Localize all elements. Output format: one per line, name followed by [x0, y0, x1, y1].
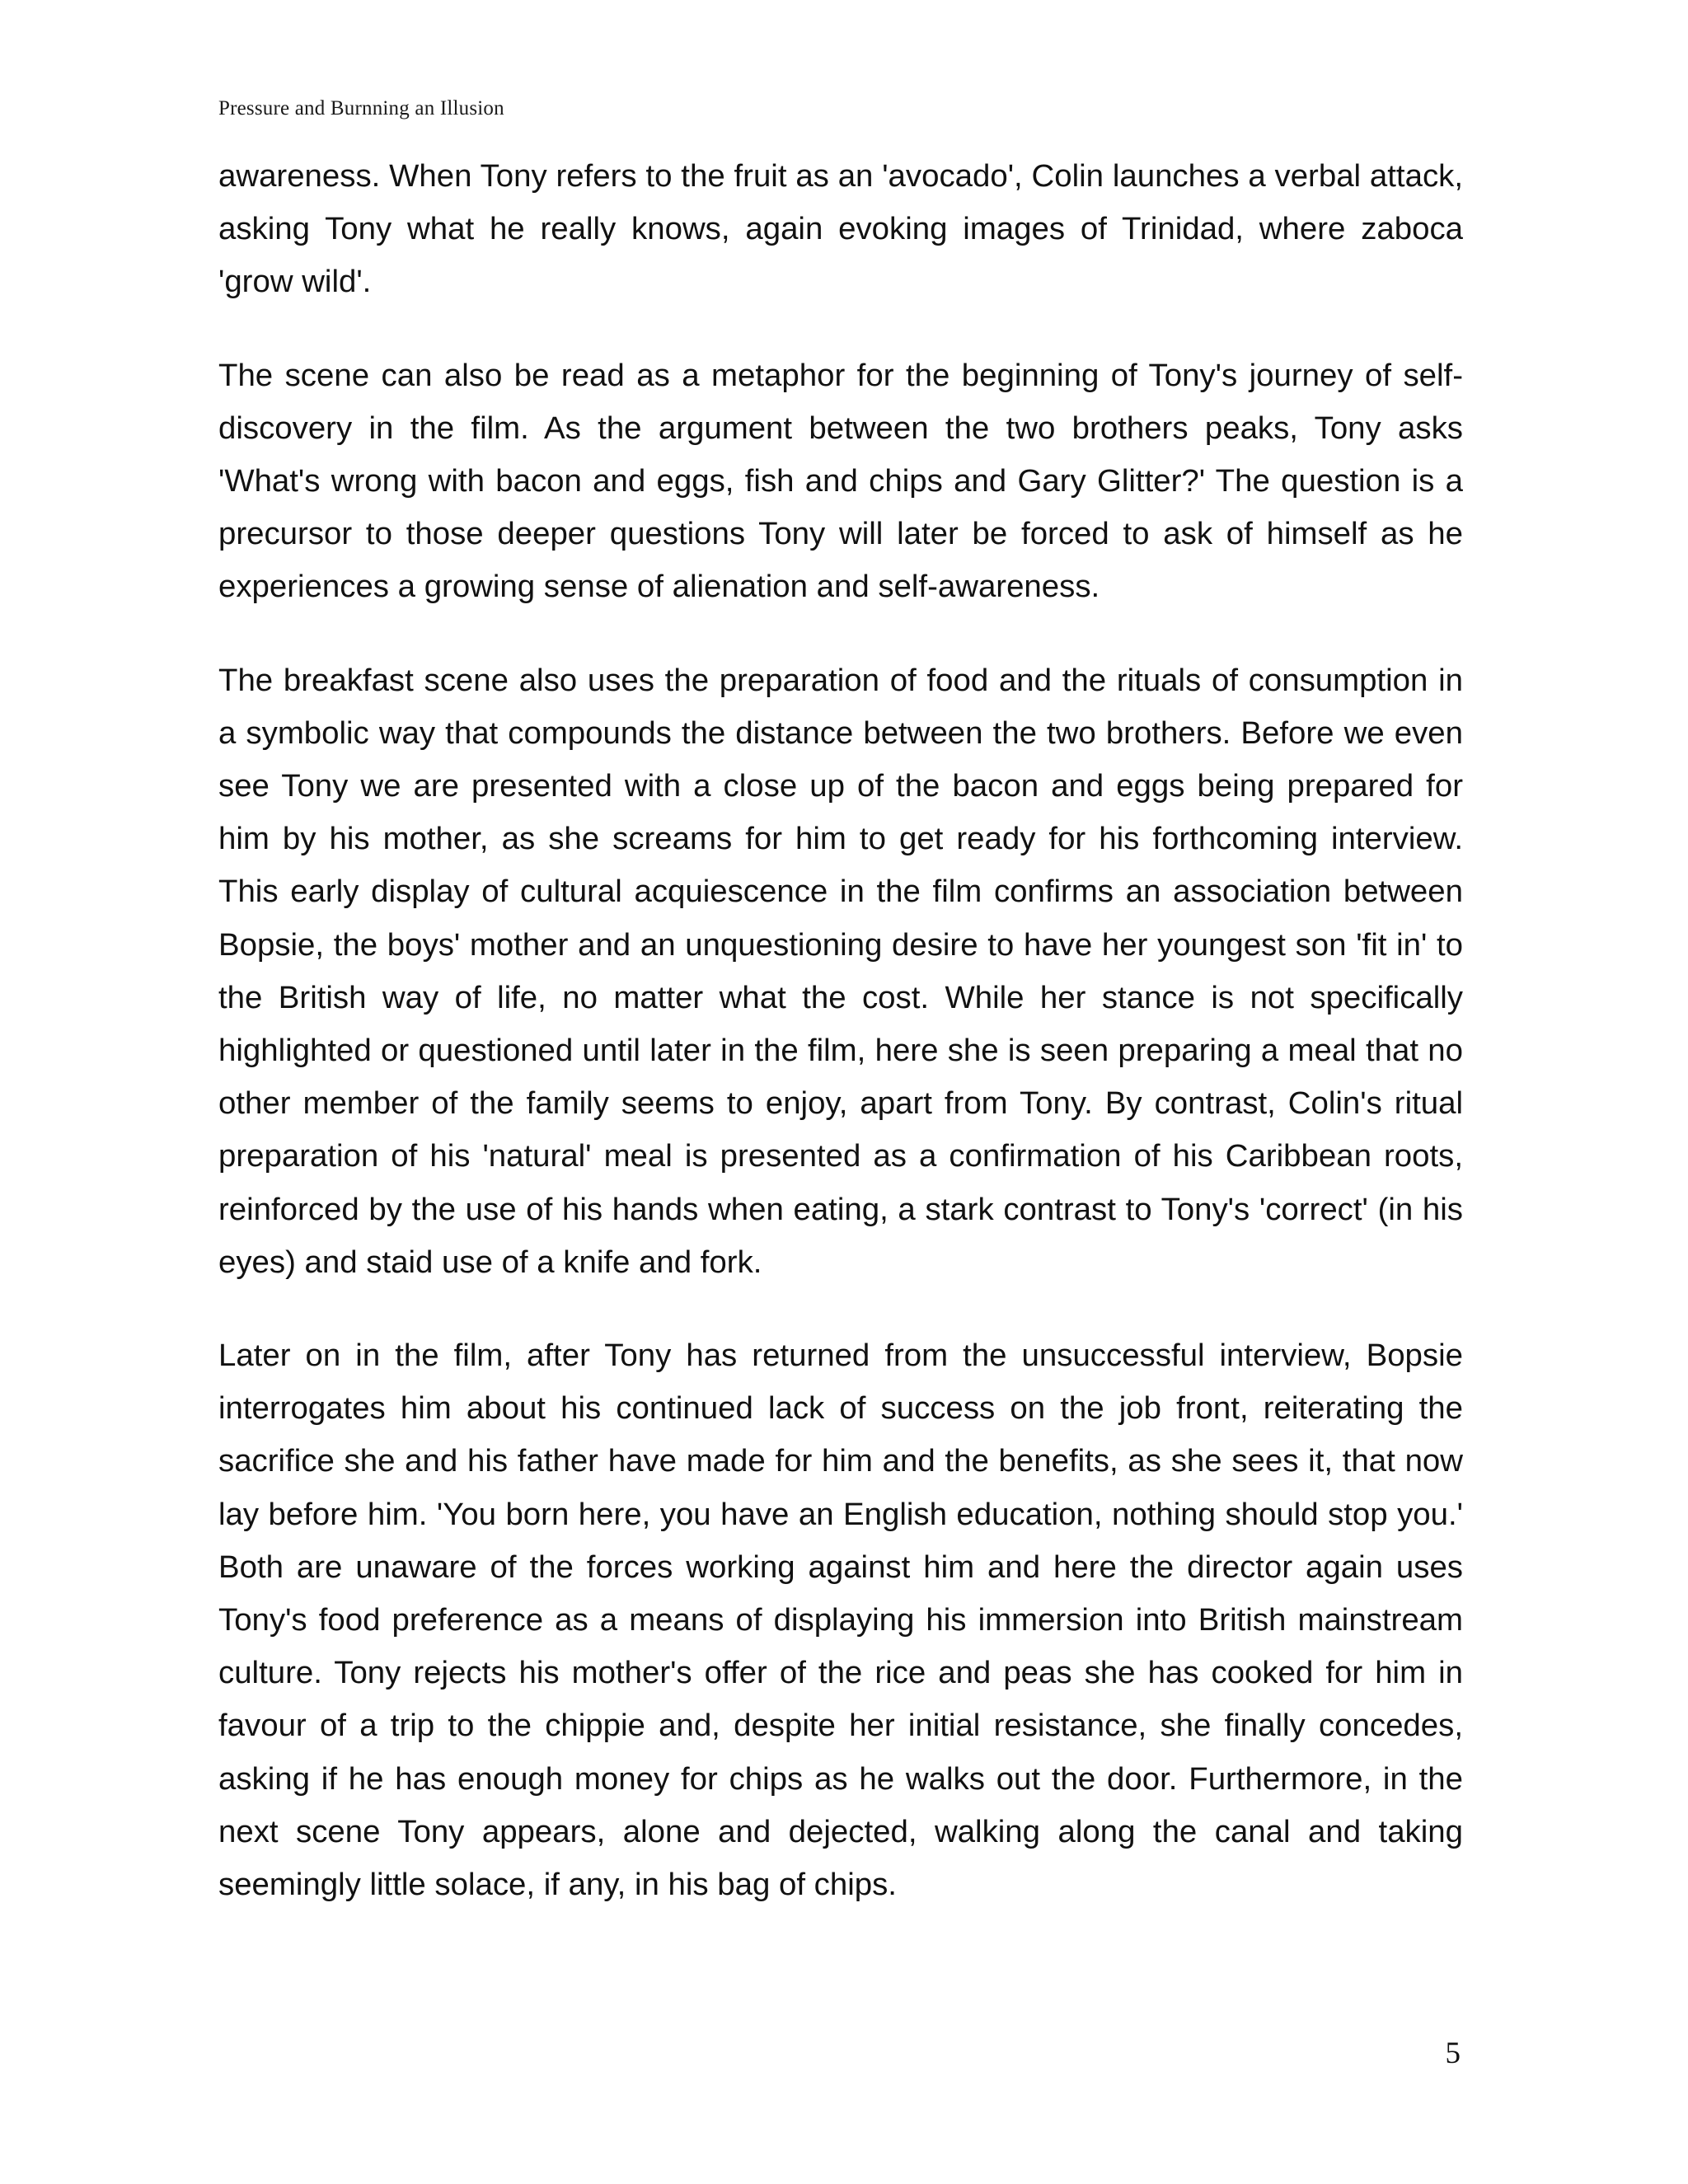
page-number: 5	[1445, 2036, 1461, 2070]
paragraph-3: The breakfast scene also uses the preparation of food and the rituals of consumption in a symbolic way that compounds the distance between the two brothers. Before we even see Tony we are presented with a close up of the bacon and eggs being prepared for him by his mother, as she screams for him to get ready for his forthcoming interview. This early display of cultural acquiescence in the film confirms an association between Bopsie, the boys' mother and an unquestioning desire to have her youngest son 'fit in' to the British way of life, no matter what the cost. While her stance is not specifically highlighted or questioned until later in the film, here she is seen preparing a meal that no other member of the family seems to enjoy, apart from Tony. By contrast, Colin's ritual preparation of his 'natural' meal is presented as a confirmation of his Caribbean roots, reinforced by the use of his hands when eating, a stark contrast to Tony's 'correct' (in his eyes) and staid use of a knife and fork.	[218, 662, 1463, 1280]
running-header: Pressure and Burnning an Illusion	[218, 97, 504, 120]
paragraph-4: Later on in the film, after Tony has returned from the unsuccessful interview, Bopsie interrogates him about his continued lack of success on the job front, reiterating the sacrifice she and his father have made for him and the benefits, as she sees it, that now lay before him. 'You born here, you have an English education, nothing should stop you.' Both are unaware of the forces working against him and here the director again uses Tony's food preference as a means of displaying his immersion into British mainstream culture. Tony rejects his mother's offer of the rice and peas she has cooked for him in favour of a trip to the chippie and, despite her initial resistance, she finally concedes, asking if he has enough money for chips as he walks out the door. Furthermore, in the next scene Tony appears, alone and dejected, walking along the canal and taking seemingly little solace, if any, in his bag of chips.	[218, 1338, 1463, 1903]
paragraph-2: The scene can also be read as a metaphor for the beginning of Tony's journey of self-discovery in the film. As the argument between the two brothers peaks, Tony asks 'What's wrong with bacon and eggs, fish and chips and Gary Glitter?' The question is a precursor to those deeper questions Tony will later be forced to ask of himself as he experiences a growing sense of alienation and self-awareness.	[218, 357, 1463, 605]
paragraph-1: awareness. When Tony refers to the fruit as an 'avocado', Colin launches a verbal attack, asking Tony what he really knows, again evoking images of Trinidad, where zaboca 'grow wild'.	[218, 158, 1463, 300]
body-text	[218, 150, 1463, 1952]
